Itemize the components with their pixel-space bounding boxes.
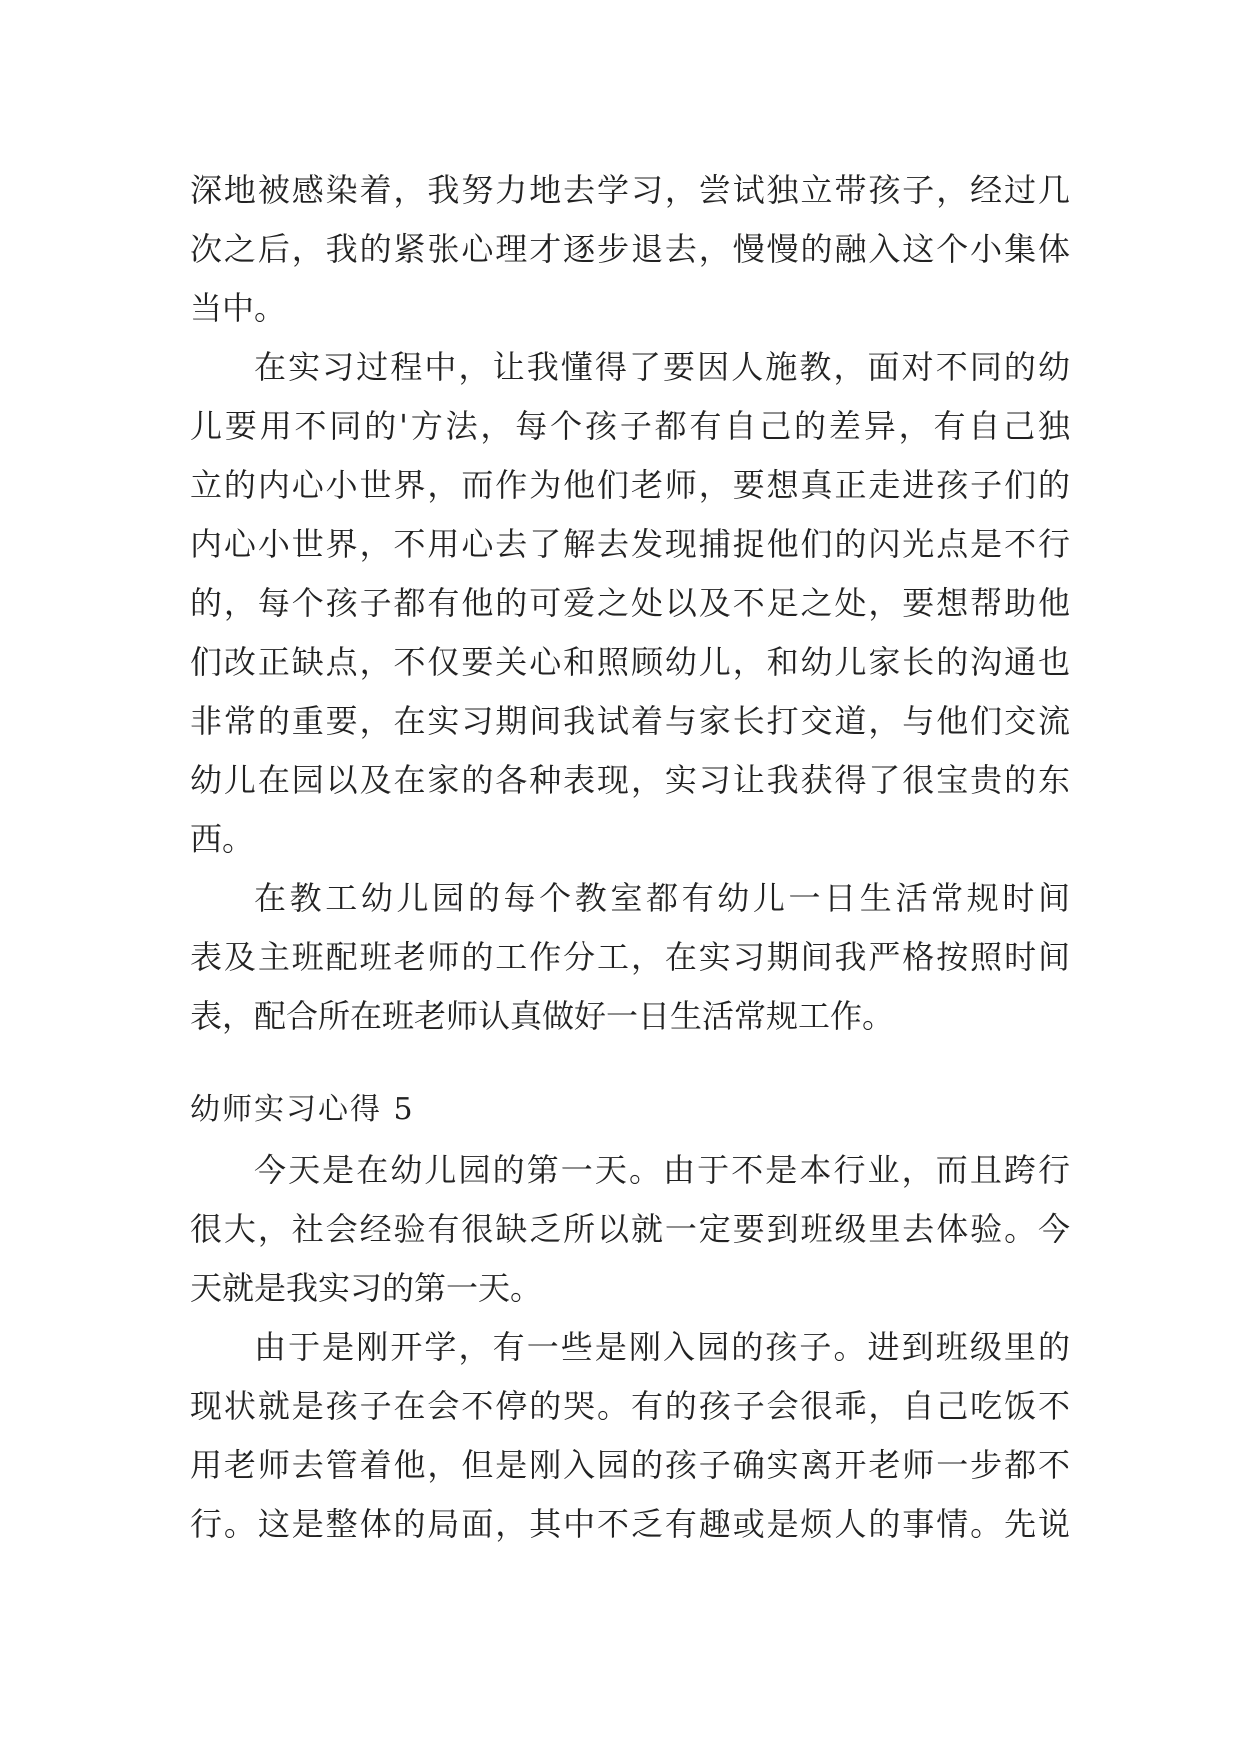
text-line: 内心小世界，不用心去了解去发现捕捉他们的闪光点是不行 (190, 525, 1070, 563)
text-line: 立的内心小世界，而作为他们老师，要想真正走进孩子们的 (190, 466, 1070, 504)
text-line: 由于是刚开学，有一些是刚入园的孩子。进到班级里的 (254, 1328, 1070, 1366)
text-line: 在教工幼儿园的每个教室都有幼儿一日生活常规时间 (254, 879, 1070, 917)
text-line: 当中。 (190, 289, 287, 327)
text-line: 今天是在幼儿园的第一天。由于不是本行业，而且跨行 (254, 1151, 1070, 1189)
text-line: 深地被感染着，我努力地去学习，尝试独立带孩子，经过几 (190, 171, 1070, 209)
text-line: 现状就是孩子在会不停的哭。有的孩子会很乖，自己吃饭不 (190, 1387, 1070, 1425)
text-line: 行。这是整体的局面，其中不乏有趣或是烦人的事情。先说 (190, 1505, 1070, 1543)
text-line: 们改正缺点，不仅要关心和照顾幼儿，和幼儿家长的沟通也 (190, 643, 1070, 681)
text-line: 的，每个孩子都有他的可爱之处以及不足之处，要想帮助他 (190, 584, 1070, 622)
text-line: 表，配合所在班老师认真做好一日生活常规工作。 (190, 997, 895, 1035)
text-line: 儿要用不同的'方法，每个孩子都有自己的差异，有自己独 (190, 407, 1070, 445)
text-line: 次之后，我的紧张心理才逐步退去，慢慢的融入这个小集体 (190, 230, 1070, 268)
text-line: 表及主班配班老师的工作分工，在实习期间我严格按照时间 (190, 938, 1070, 976)
text-line: 西。 (190, 820, 255, 858)
text-line: 很大，社会经验有很缺乏所以就一定要到班级里去体验。今 (190, 1210, 1070, 1248)
text-line: 非常的重要，在实习期间我试着与家长打交道，与他们交流 (190, 702, 1070, 740)
section-heading: 幼师实习心得 5 (190, 1092, 415, 1127)
text-line: 幼儿在园以及在家的各种表现，实习让我获得了很宝贵的东 (190, 761, 1070, 799)
text-line: 天就是我实习的第一天。 (190, 1269, 543, 1307)
text-line: 在实习过程中，让我懂得了要因人施教，面对不同的幼 (254, 348, 1070, 386)
text-line: 用老师去管着他，但是刚入园的孩子确实离开老师一步都不 (190, 1446, 1070, 1484)
